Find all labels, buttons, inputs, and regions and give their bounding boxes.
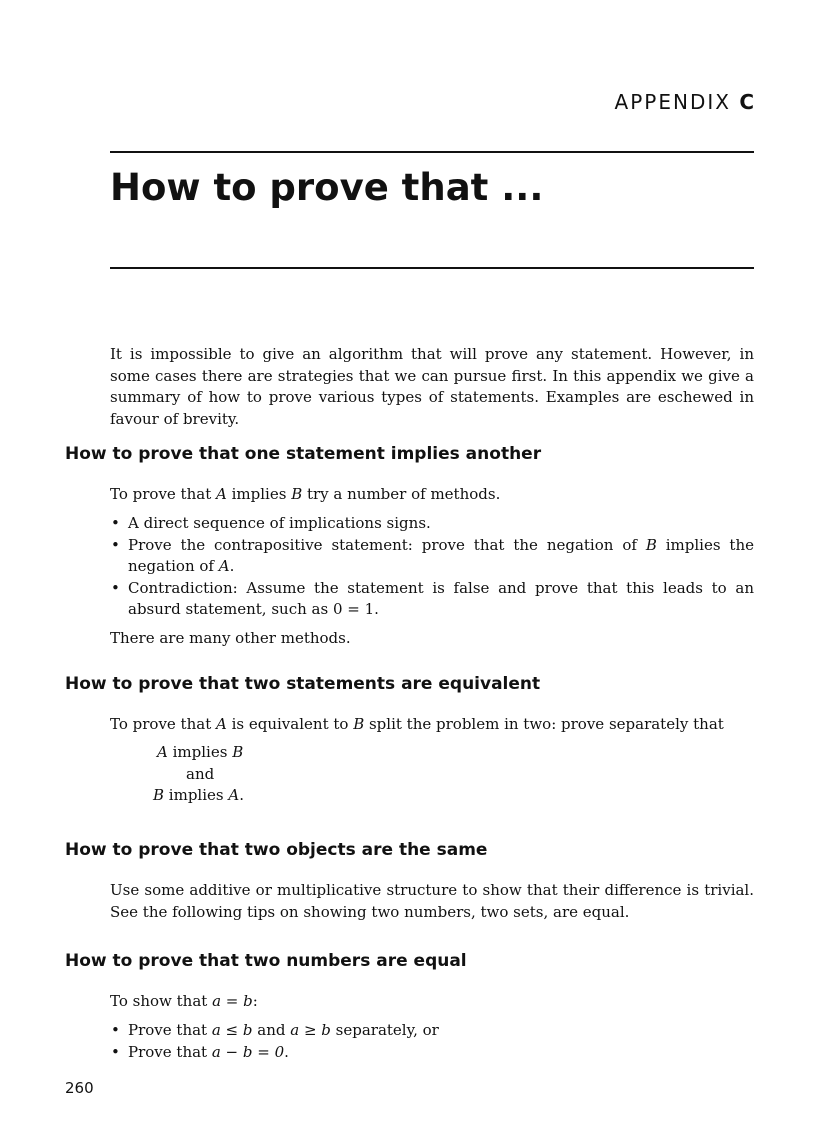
section-heading-equivalent: How to prove that two statements are equivalent: [65, 674, 541, 694]
appendix-letter: C: [739, 90, 754, 114]
intro-paragraph: It is impossible to give an algorithm that will prove any statement. However, in some cases there are strategies that we can pursue first. In this appendix we give a summary of how to prove various types of statements. Examples are eschewed in favour of brevity.: [110, 345, 754, 428]
display-line-and: and: [186, 765, 215, 783]
section-heading-same: How to prove that two objects are the same: [65, 840, 488, 860]
list-item: • A direct sequence of implications signs.: [111, 514, 431, 532]
list-item: • Prove that a − b = 0.: [111, 1042, 289, 1061]
list-item: • Prove the contrapositive statement: prove that the negation of B implies the negation of A.: [111, 535, 754, 575]
numbers-lead: To show that a = b:: [110, 992, 258, 1010]
list-item: • Contradiction: Assume the statement is false and prove that this leads to an absurd statement, such as 0 = 1.: [111, 578, 754, 618]
implies-closing: There are many other methods.: [110, 629, 351, 647]
implies-methods-list: [110, 513, 754, 621]
display-line-a-implies-b: A implies B: [157, 743, 244, 761]
numbers-methods-list: [110, 1020, 754, 1063]
equivalent-lead: To prove that A is equivalent to B split the problem in two: prove separately that: [110, 715, 724, 733]
top-rule: [110, 151, 754, 153]
appendix-label: [615, 90, 754, 114]
section-heading-implies: How to prove that one statement implies another: [65, 444, 542, 464]
bottom-rule: [110, 267, 754, 269]
list-item: • Prove that a ≤ b and a ≥ b separately, or: [111, 1021, 439, 1039]
section-heading-numbers: How to prove that two numbers are equal: [65, 951, 467, 971]
same-body: Use some additive or multiplicative structure to show that their difference is trivial. See the following tips on showing two numbers, two sets, are equal.: [110, 881, 754, 921]
chapter-title: How to prove that ...: [110, 166, 544, 209]
appendix-word: APPENDIX: [614, 90, 731, 114]
display-line-b-implies-a: B implies A.: [153, 786, 244, 804]
implies-lead: To prove that A implies B try a number of methods.: [110, 485, 501, 503]
page-number: 260: [65, 1079, 94, 1097]
